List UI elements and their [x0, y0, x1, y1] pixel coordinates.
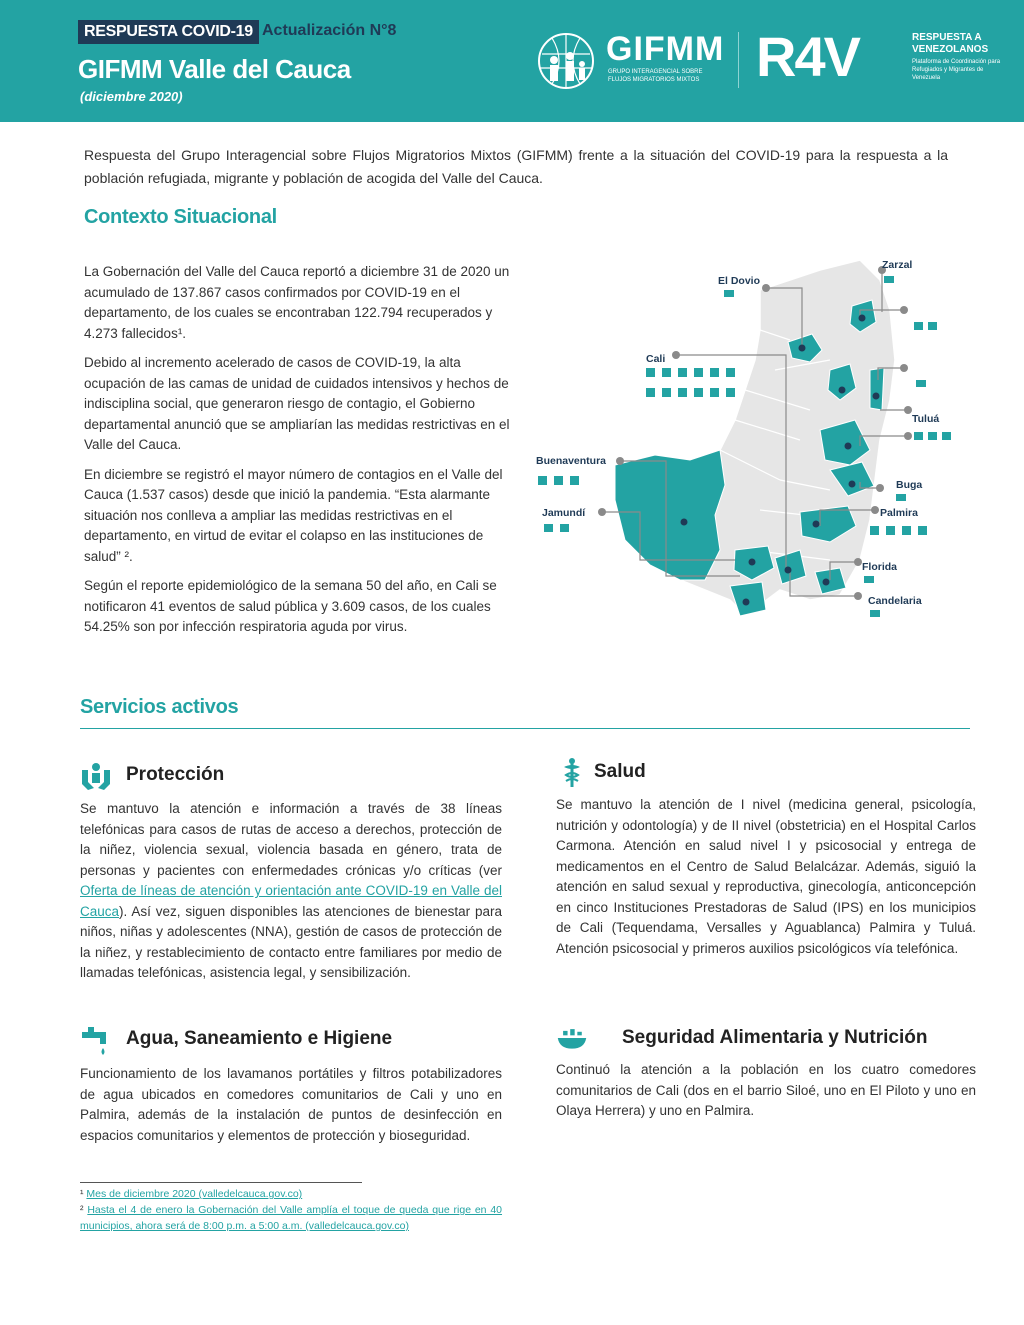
east-strip-area [870, 368, 884, 410]
protection-title: Protección [126, 764, 225, 785]
context-paragraph-3: En diciembre se registró el mayor número de contagios en el Valle del Cauca (1.537 casos) desde que inició la pandemia. “Esta alarmante situación nos conlleva a ampliar las medidas restrictivas en el departamento, en virtud de evitar el colapso en las instituciones de salud” ². [84, 466, 503, 564]
wash-title: Agua, Saneamiento e Higiene [126, 1028, 393, 1049]
context-paragraph-4: Según el reporte epidemiológico de la semana 50 del año, en Cali se notificaron 41 eventos de salud pública y 3.609 casos, de los cuales 54.25% son por infección respiratoria aguda por virus. [84, 578, 497, 634]
food-bowl-icon [556, 1022, 588, 1054]
wash-body: Funcionamiento de los lavamanos portátiles y filtros potabilizadores de agua ubicados en comedores comunitarios de Cali y uno en Palmira, además de la instalación de puntos de desinfección en espacios comunitarios y elementos de protección y bioseguridad. [80, 1066, 502, 1143]
label-cali: Cali [646, 353, 666, 365]
footnote-2: ² Hasta el 4 de enero la Gobernación del Valle amplía el toque de queda que rige en 40 municipios, ahora será de 8:00 p.m. a 5:00 a.m. (valledelcauca.gov.co) [80, 1204, 503, 1232]
protection-lines-link[interactable]: Oferta de líneas de atención y orientación ante COVID-19 en Valle del Cauca [80, 883, 502, 919]
label-palmira: Palmira [880, 507, 918, 519]
label-el-dovio: El Dovio [718, 275, 761, 287]
footnote-1-link[interactable]: Mes de diciembre 2020 (valledelcauca.gov.co) [86, 1188, 303, 1200]
footnotes [80, 1180, 502, 1234]
health-caduceus-icon [556, 757, 588, 789]
logo-divider [738, 32, 739, 88]
context-paragraph-2: Debido al incremento acelerado de casos de COVID-19, la alta ocupación de las camas de unidad de cuidados intensivos y hechos de indisciplina social, que generaron riesgo de contagio, el Gobierno departamental anunció que se ampliarían las medidas restrictivas en el Valle del Cauca. [84, 355, 510, 452]
map-svg [530, 250, 990, 630]
jamundi-area [730, 582, 766, 616]
label-buenaventura: Buenaventura [536, 455, 607, 467]
footnote-1: ¹ Mes de diciembre 2020 (valledelcauca.gov.co) [80, 1188, 303, 1200]
services-heading: Servicios activos [80, 696, 239, 718]
food-security-body: Continuó la atención a la población en los cuatro comedores comunitarios de Cali (dos en el barrio Siloé, uno en El Piloto y uno en Olaya Herrera) y uno en Palmira. [556, 1062, 976, 1118]
label-florida: Florida [862, 561, 898, 573]
water-tap-icon [80, 1024, 112, 1056]
health-title: Salud [594, 761, 646, 782]
header-banner [0, 0, 1024, 122]
context-paragraph-1: La Gobernación del Valle del Cauca reportó a diciembre 31 de 2020 un acumulado de 137.867 casos confirmados por COVID-19 en el departamento, de los cuales se encontraban 122.794 recuperados y 4.273 fallecidos¹. [84, 264, 510, 341]
label-candelaria: Candelaria [868, 595, 922, 607]
page-title: GIFMM Valle del Cauca [78, 54, 351, 84]
food-security-title: Seguridad Alimentaria y Nutrición [622, 1027, 928, 1048]
label-zarzal: Zarzal [882, 259, 913, 271]
footnote-2-link[interactable]: Hasta el 4 de enero la Gobernación del Valle amplía el toque de queda que rige en 40 municipios, ahora será de 8:00 p.m. a 5:00 a.m. (valledelcauca.gov.co) [80, 1204, 503, 1232]
globe-people-icon [532, 30, 602, 92]
covid-response-tag: RESPUESTA COVID-19 [78, 20, 259, 44]
label-tulua: Tuluá [912, 413, 940, 425]
label-jamundi: Jamundí [542, 507, 586, 519]
protection-body: Se mantuvo la atención e información a través de 38 líneas telefónicas para casos de rutas de acceso a derechos, protección de la niñez, violencia sexual, violencia basada en género, trata de personas y pacientes con enfermedades crónicas y/o críticas (ver Oferta de líneas de atención y orientación ante COVID-19 en Valle del Cauca). Así vez, siguen disponibles las atenciones de bienestar para niños, niñas y adolescentes (NNA), gestión de casos de protección de la niñez, y restablecimiento de contacto entre familiares por medio de llamadas telefónicas, asistencia legal, y sensibilización. [80, 801, 502, 980]
intro-paragraph: Respuesta del Grupo Interagencial sobre Flujos Migratorios Mixtos (GIFMM) frente a la situación del COVID-19 para la respuesta a la población refugiada, migrante y población de acogida del Valle del Cauca. [84, 147, 948, 186]
health-body: Se mantuvo la atención de I nivel (medicina general, psicología, nutrición y odontología) y de II nivel (obstetricia) en el Hospital Carlos Carmona. Atención en salud nivel I y psicosocial y entrega de medicamentos en el Centro de Salud Belalcázar. Además, siguió la atención en salud sexual y reproductiva, ginecología, anticoncepción en cinco Instituciones Prestadoras de Salud (IPS) en los municipios de Cali (Tequendama, Versalles y Aguablanca) Palmira y Tuluá. Atención psicosocial y primeros auxilios psicológicos vía telefónica. [556, 797, 976, 956]
label-buga: Buga [896, 479, 923, 491]
update-number: Actualización N°8 [262, 22, 397, 39]
page-date: (diciembre 2020) [80, 89, 183, 104]
protection-hands-icon [80, 760, 112, 792]
valle-del-cauca-map [530, 250, 990, 630]
r4v-logo: R4V RESPUESTA A VENEZOLANOS Plataforma de Coordinación para Refugiados y Migrantes de Venezuela [756, 25, 1001, 88]
services-divider [80, 728, 970, 729]
gifmm-logo: GIFMM GRUPO INTERAGENCIAL SOBRE FLUJOS MIGRATORIOS MIXTOS [532, 30, 722, 92]
context-heading: Contexto Situacional [84, 206, 277, 228]
context-body [84, 262, 512, 647]
